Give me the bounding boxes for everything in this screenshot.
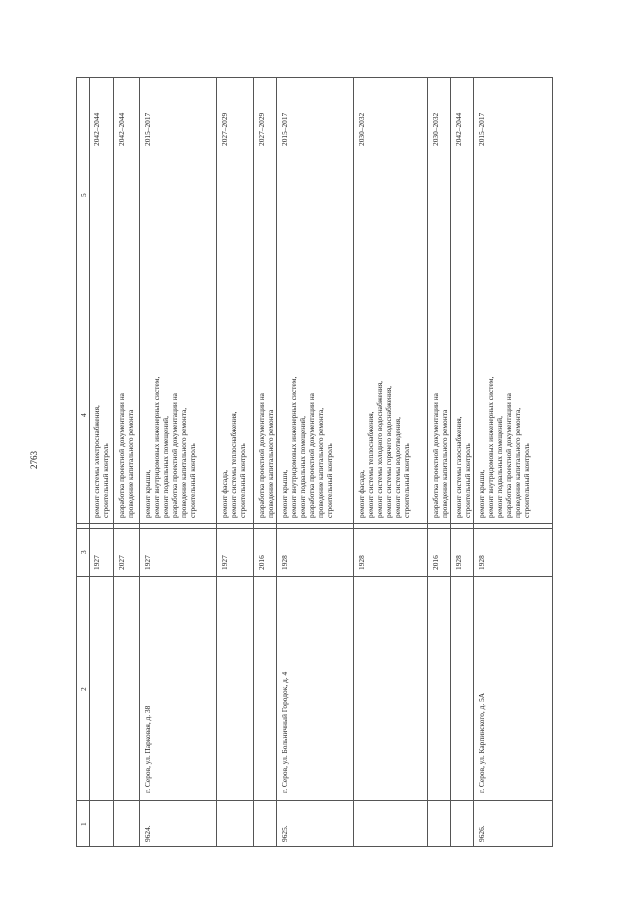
column-divider <box>77 800 552 801</box>
row-works: ремонт системы газоснабжения, строительный контроль <box>454 416 472 518</box>
row-address: г. Серов, ул. Парковая, д. 38 <box>143 705 152 793</box>
row-works: разработка проектной документации на проведение капитального ремонта <box>431 393 449 518</box>
column-divider <box>77 576 552 577</box>
row-year: 1928 <box>477 555 486 570</box>
column-divider <box>77 523 552 524</box>
row-number: 9624. <box>143 825 152 842</box>
row-works: разработка проектной документации на проведение капитального ремонта <box>117 393 135 518</box>
row-period: 2030–2032 <box>431 112 440 146</box>
row-works: ремонт крыши, ремонт внутридомовых инженерных систем, ремонт подвальных помещений, разработка проектной документации на проведение капитального ремонта, строительный контроль <box>143 376 197 518</box>
row-period: 2015–2017 <box>143 112 152 146</box>
row-works: ремонт крыши, ремонт внутридомовых инженерных систем, ремонт подвальных помещений, разработка проектной документации на проведение капитального ремонта, строительный контроль <box>477 376 531 518</box>
row-year: 1927 <box>220 555 229 570</box>
row-divider <box>139 78 140 846</box>
row-divider <box>216 78 217 846</box>
row-year: 2016 <box>257 555 266 570</box>
row-works: ремонт системы электроснабжения, строительный контроль <box>92 405 110 518</box>
capital-repair-table <box>76 77 553 847</box>
header-col4: 4 <box>79 413 88 418</box>
row-divider <box>113 78 114 846</box>
row-number: 9626. <box>477 825 486 842</box>
row-period: 2042–2044 <box>92 112 101 146</box>
row-year: 1927 <box>92 555 101 570</box>
row-divider <box>450 78 451 846</box>
row-year: 2027 <box>117 555 126 570</box>
row-period: 2027–2029 <box>220 112 229 146</box>
row-address: г. Серов, ул. Карпинского, д. 5А <box>477 692 486 793</box>
column-divider <box>77 528 552 529</box>
row-divider <box>89 78 90 846</box>
row-divider <box>353 78 354 846</box>
row-divider <box>473 78 474 846</box>
header-col5: 5 <box>79 193 88 198</box>
row-period: 2015–2017 <box>477 112 486 146</box>
page-number: 2763 <box>29 451 39 469</box>
row-period: 2042–2044 <box>454 112 463 146</box>
row-divider <box>276 78 277 846</box>
row-year: 2016 <box>431 555 440 570</box>
row-divider <box>427 78 428 846</box>
header-col3: 3 <box>79 550 88 554</box>
row-works: ремонт фасада, ремонт системы теплоснабжения, ремонт системы холодного водоснабжения, ремонт системы горячего водоснабжения, ремонт системы водоотведения, строительный контроль <box>357 381 411 518</box>
header-col2: 2 <box>79 687 88 691</box>
row-period: 2030–2032 <box>357 112 366 146</box>
row-year: 1928 <box>454 555 463 570</box>
row-number: 9625. <box>280 825 289 842</box>
row-year: 1927 <box>143 555 152 570</box>
row-works: разработка проектной документации на проведение капитального ремонта <box>257 393 275 518</box>
row-year: 1928 <box>357 555 366 570</box>
row-year: 1928 <box>280 555 289 570</box>
row-works: ремонт крыши, ремонт внутридомовых инженерных систем, ремонт подвальных помещений, разработка проектной документации на проведение капитального ремонта, строительный контроль <box>280 376 334 518</box>
row-period: 2027–2029 <box>257 112 266 146</box>
row-period: 2015–2017 <box>280 112 289 146</box>
row-works: ремонт фасада, ремонт системы теплоснабжения, строительный контроль <box>220 411 247 518</box>
row-address: г. Серов, ул. Больничный Городок, д. 4 <box>280 671 289 793</box>
header-col1: 1 <box>79 822 88 826</box>
row-divider <box>253 78 254 846</box>
row-period: 2042–2044 <box>117 112 126 146</box>
